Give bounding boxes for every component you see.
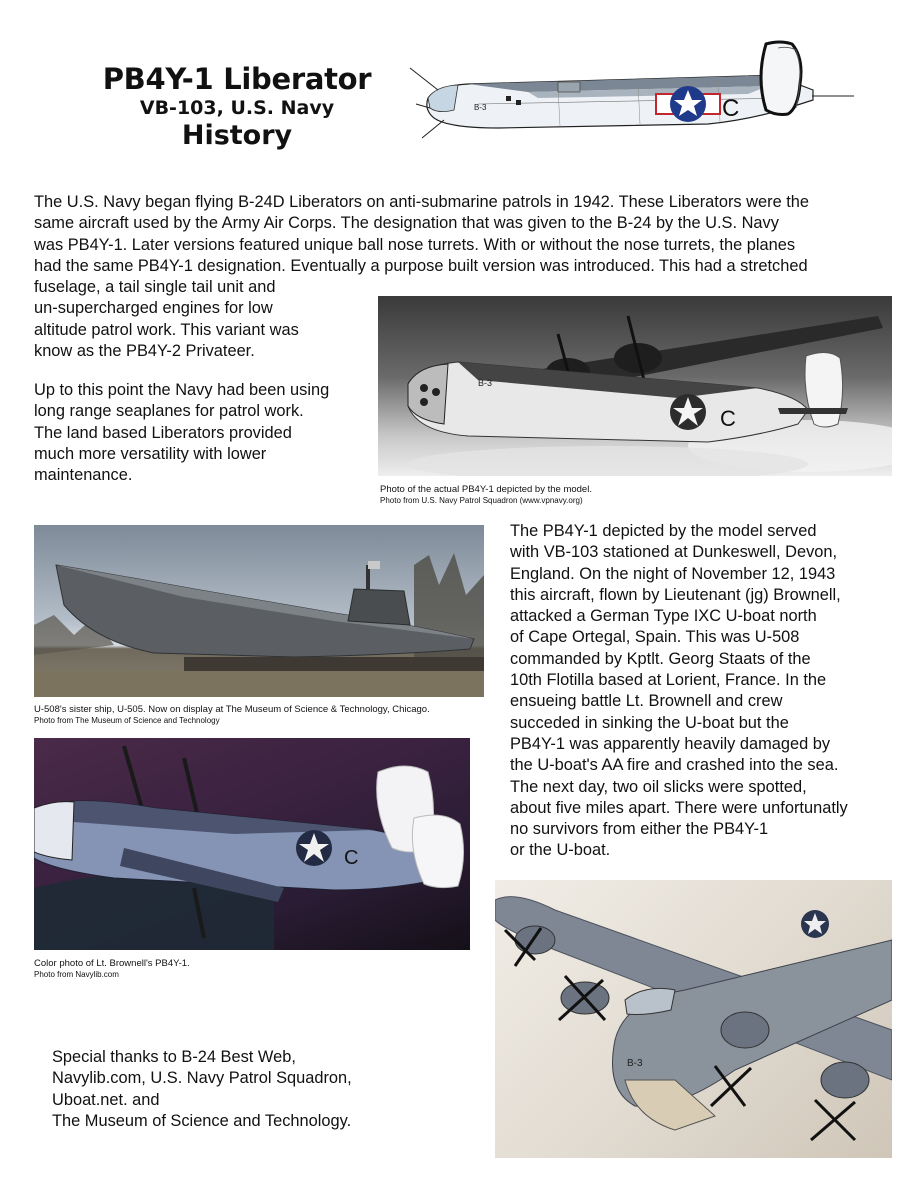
story-line: England. On the night of November 12, 1943 [510,564,836,583]
story-line: ensueing battle Lt. Brownell and crew [510,692,783,711]
photo-color-aircraft [34,738,470,950]
story-line: about five miles apart. There were unfortunatly [510,798,848,817]
intro-paragraph [34,192,894,277]
photo1-caption [380,484,890,506]
story-line: succeded in sinking the U-boat but the [510,713,789,732]
story-line: the U-boat's AA fire and crashed into the sea. [510,756,839,775]
photo3-tail-letter: C [344,847,359,869]
story-line: or the U-boat. [510,841,611,860]
bw-aircraft-image [378,296,892,476]
photo-paper-model [495,880,892,1158]
intro-line: altitude patrol work. This variant was [34,320,299,339]
photo3-caption [34,958,470,980]
paragraph-line: much more versatility with lower [34,444,267,463]
photo2-caption [34,704,504,726]
photo2-credit: Photo from The Museum of Science and Technology [34,716,220,725]
special-thanks [52,1047,412,1132]
paragraph-line: Up to this point the Navy had been using [34,381,330,399]
intro-line: know as the PB4Y-2 Privateer. [34,341,255,360]
story-line: The next day, two oil slicks were spotted, [510,777,807,796]
story-line: 10th Flotilla based at Lorient, France. In the [510,671,827,690]
photo-u505-submarine [34,525,484,697]
story-line: PB4Y-1 was apparently heavily damaged by [510,734,831,753]
photo1-tail-letter: C [720,406,736,431]
seaplane-paragraph [34,380,364,486]
story-line: with VB-103 stationed at Dunkeswell, Devon, [510,543,838,562]
story-paragraph [510,521,895,862]
story-line: attacked a German Type IXC U-boat north [510,607,817,626]
paragraph-line: maintenance. [34,466,133,485]
story-line: this aircraft, flown by Lieutenant (jg) Brownell, [510,585,841,604]
photo2-caption-text: U-508's sister ship, U-505. Now on display at The Museum of Science & Technology, Chicago. [34,704,430,715]
photo1-credit: Photo from U.S. Navy Patrol Squadron (www.vpnavy.org) [380,496,583,505]
thanks-line: Special thanks to B-24 Best Web, [52,1048,296,1066]
photo1-caption-text: Photo of the actual PB4Y-1 depicted by the model. [380,484,592,495]
story-line: commanded by Kptlt. Georg Staats of the [510,649,811,668]
story-line: no survivors from either the PB4Y-1 [510,820,769,839]
color-aircraft-image [34,738,470,950]
page-title: PB4Y-1 Liberator [102,62,372,96]
photo1-nose-code: B-3 [478,378,493,388]
intro-line: was PB4Y-1. Later versions featured unique ball nose turrets. With or without the nose turrets, the planes [34,235,796,254]
photo-actual-aircraft [378,296,892,476]
intro-paragraph-continued [34,277,364,362]
intro-line: The U.S. Navy began flying B-24D Liberators on anti-submarine patrols in 1942. These Liberators were the [34,193,810,211]
story-line: of Cape Ortegal, Spain. This was U-508 [510,628,800,647]
story-line: The PB4Y-1 depicted by the model served [510,522,817,540]
photo3-credit: Photo from Navylib.com [34,970,119,979]
intro-line: same aircraft used by the Army Air Corps. The designation that was given to the B-24 by the U.S. Navy [34,214,779,233]
section-heading: History [181,120,293,151]
photo4-nose-code: B-3 [627,1058,643,1069]
aircraft-profile-illustration [408,38,868,148]
intro-line: fuselage, a tail single tail unit and [34,278,276,296]
paragraph-line: long range seaplanes for patrol work. [34,402,304,421]
paper-model-image [495,880,892,1158]
thanks-line: Uboat.net. and [52,1090,160,1109]
profile-nose-code: B-3 [474,103,487,112]
submarine-image [34,525,484,697]
intro-line: had the same PB4Y-1 designation. Eventually a purpose built version was introduced. This had a stretched [34,256,808,275]
intro-line: un-supercharged engines for low [34,299,273,318]
page-subtitle: VB-103, U.S. Navy [139,97,335,119]
paragraph-line: The land based Liberators provided [34,423,292,442]
profile-tail-letter: C [722,95,740,122]
thanks-line: The Museum of Science and Technology. [52,1111,352,1130]
thanks-line: Navylib.com, U.S. Navy Patrol Squadron, [52,1069,352,1088]
photo3-caption-text: Color photo of Lt. Brownell's PB4Y-1. [34,958,190,969]
